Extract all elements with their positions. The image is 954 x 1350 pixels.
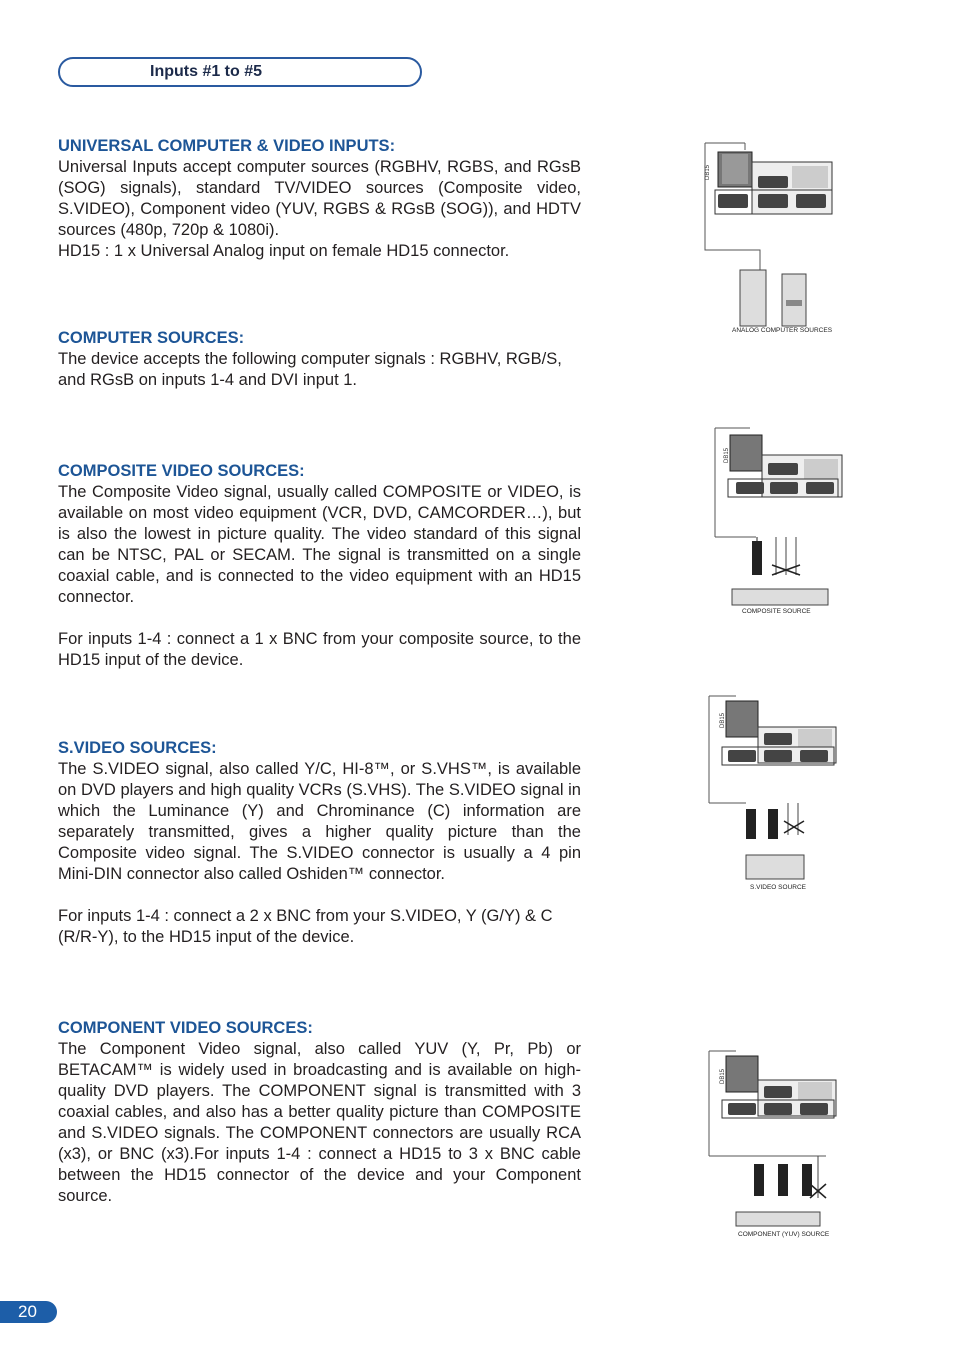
- figure-svideo-source: [706, 693, 846, 893]
- paragraph: Universal Inputs accept computer sources (RGBHV, RGBS, and RGsB (SOG) signals), standard TV/VIDEO sources (Composite video, S.VIDEO), Component video (YUV, RGBS & RGsB (SOG)), and HDTV sources (480p, 720p & 1080i).: [58, 158, 581, 239]
- section-computer: [58, 328, 581, 391]
- connector-label: DB15: [705, 164, 711, 180]
- paragraph: For inputs 1-4 : connect a 1 x BNC from your composite source, to the HD15 input of the device.: [58, 630, 581, 669]
- paragraph: The S.VIDEO signal, also called Y/C, HI-8™, or S.VHS™, is available on DVD players and high quality VCRs (S.VHS). The S.VIDEO signal in which the Luminance (Y) and Chrominance (C) information are separately transmitted, gives a higher quality picture than the Composite video signal. The S.VIDEO connector is usually a 4 pin Mini-DIN connector also called Oshiden™ connector.: [58, 760, 581, 883]
- connector-label: DB15: [720, 1068, 726, 1084]
- figure-composite-source: [710, 425, 850, 617]
- section-title: COMPUTER SOURCES:: [58, 329, 245, 347]
- paragraph: The Component Video signal, also called YUV (Y, Pr, Pb) or BETACAM™ is widely used in broadcasting and is available on high-quality DVD players. The COMPONENT signal is transmitted with 3 coaxial cables, and also has a better quality picture than COMPOSITE and S.VIDEO signals. The COMPONENT connectors are usually RCA (x3), or BNC (x3).For inputs 1-4 : connect a HD15 to 3 x BNC cable between the HD15 connector of the device and your Component source.: [58, 1040, 581, 1205]
- paragraph: The Composite Video signal, usually called COMPOSITE or VIDEO, is available on most video equipment (VCR, DVD, CAMCORDER…), but is also the lowest in picture quality. The video standard of this signal can be NTSC, PAL or SECAM. The signal is transmitted on a single coaxial cable, and is connected to the video equipment with an HD15 connector.: [58, 483, 581, 606]
- connector-label: DB15: [720, 712, 726, 728]
- section-svideo: [58, 738, 581, 948]
- section-tab: [58, 57, 422, 87]
- connector-label: DB15: [724, 447, 730, 463]
- figure-caption: ANALOG COMPUTER SOURCES: [732, 327, 833, 334]
- paragraph: For inputs 1-4 : connect a 2 x BNC from your S.VIDEO, Y (G/Y) & C (R/R-Y), to the HD15 input of the device.: [58, 907, 553, 946]
- figure-component-source: [706, 1048, 846, 1242]
- page-number-badge: [0, 1301, 57, 1323]
- section-tab-label: Inputs #1 to #5: [150, 63, 263, 80]
- figure-computer-sources: [700, 140, 840, 336]
- section-title: COMPOSITE VIDEO SOURCES:: [58, 462, 305, 480]
- section-composite: [58, 461, 581, 671]
- paragraph: HD15 : 1 x Universal Analog input on female HD15 connector.: [58, 242, 510, 260]
- page-number: 20: [18, 1302, 37, 1321]
- section-component: [58, 1018, 581, 1207]
- section-title: COMPONENT VIDEO SOURCES:: [58, 1019, 313, 1037]
- paragraph: The device accepts the following computer signals : RGBHV, RGB/S, and RGsB on inputs 1-4 and DVI input 1.: [58, 350, 562, 389]
- figure-caption: COMPONENT (YUV) SOURCE: [738, 1231, 830, 1238]
- figure-caption: COMPOSITE SOURCE: [742, 608, 811, 615]
- section-title: S.VIDEO SOURCES:: [58, 739, 217, 757]
- section-title: UNIVERSAL COMPUTER & VIDEO INPUTS:: [58, 137, 396, 155]
- figure-caption: S.VIDEO SOURCE: [750, 884, 806, 891]
- section-universal: [58, 136, 581, 262]
